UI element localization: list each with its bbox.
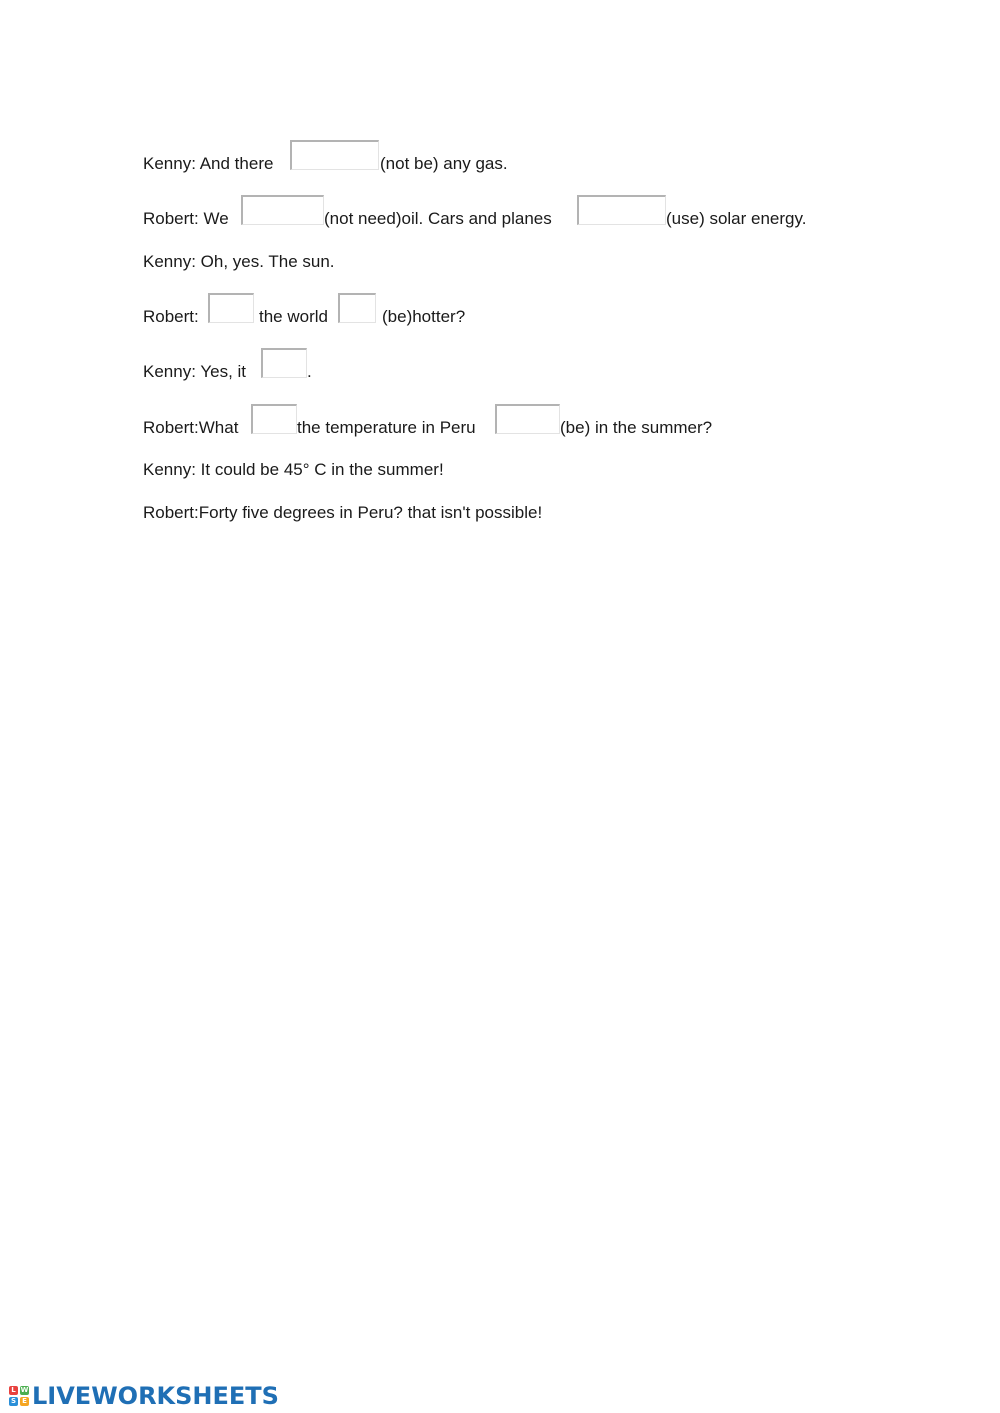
logo-cell: S: [10, 1397, 17, 1405]
line-text: (be) in the summer?: [560, 418, 713, 437]
liveworksheets-logo-icon: [9, 1386, 29, 1406]
line-text: Robert:Forty five degrees in Peru? that isn't possible!: [143, 503, 543, 522]
line-text: Kenny: Oh, yes. The sun.: [143, 252, 335, 271]
logo-cell: W: [20, 1386, 29, 1394]
logo-cell: E: [20, 1397, 29, 1406]
line-text: the temperature in Peru: [297, 418, 476, 437]
line-text: Kenny: Yes, it: [143, 362, 247, 381]
line-text: Kenny: And there: [143, 154, 274, 173]
line-text: (not be) any gas.: [380, 154, 508, 173]
answer-blank-8[interactable]: [495, 404, 560, 434]
line-text: (be)hotter?: [382, 307, 466, 326]
line-text: Robert:What: [143, 418, 239, 437]
answer-blank-7[interactable]: [251, 404, 297, 434]
answer-blank-6[interactable]: [261, 348, 307, 378]
answer-blank-1[interactable]: [290, 140, 379, 170]
answer-blank-3[interactable]: [577, 195, 666, 225]
logo-cell: L: [9, 1386, 18, 1395]
line-text: the world: [259, 307, 328, 326]
brand-name: LIVEWORKSHEETS: [32, 1382, 279, 1410]
answer-blank-5[interactable]: [338, 293, 376, 323]
line-text: .: [307, 362, 312, 381]
line-text: Kenny: It could be 45° C in the summer!: [143, 460, 444, 479]
line-text: (use) solar energy.: [666, 209, 807, 228]
answer-blank-2[interactable]: [241, 195, 324, 225]
liveworksheets-footer: [9, 1382, 279, 1410]
line-text: Robert: We: [143, 209, 229, 228]
line-text: (not need)oil. Cars and planes: [324, 209, 552, 228]
line-text: Robert:: [143, 307, 199, 326]
answer-blank-4[interactable]: [208, 293, 254, 323]
